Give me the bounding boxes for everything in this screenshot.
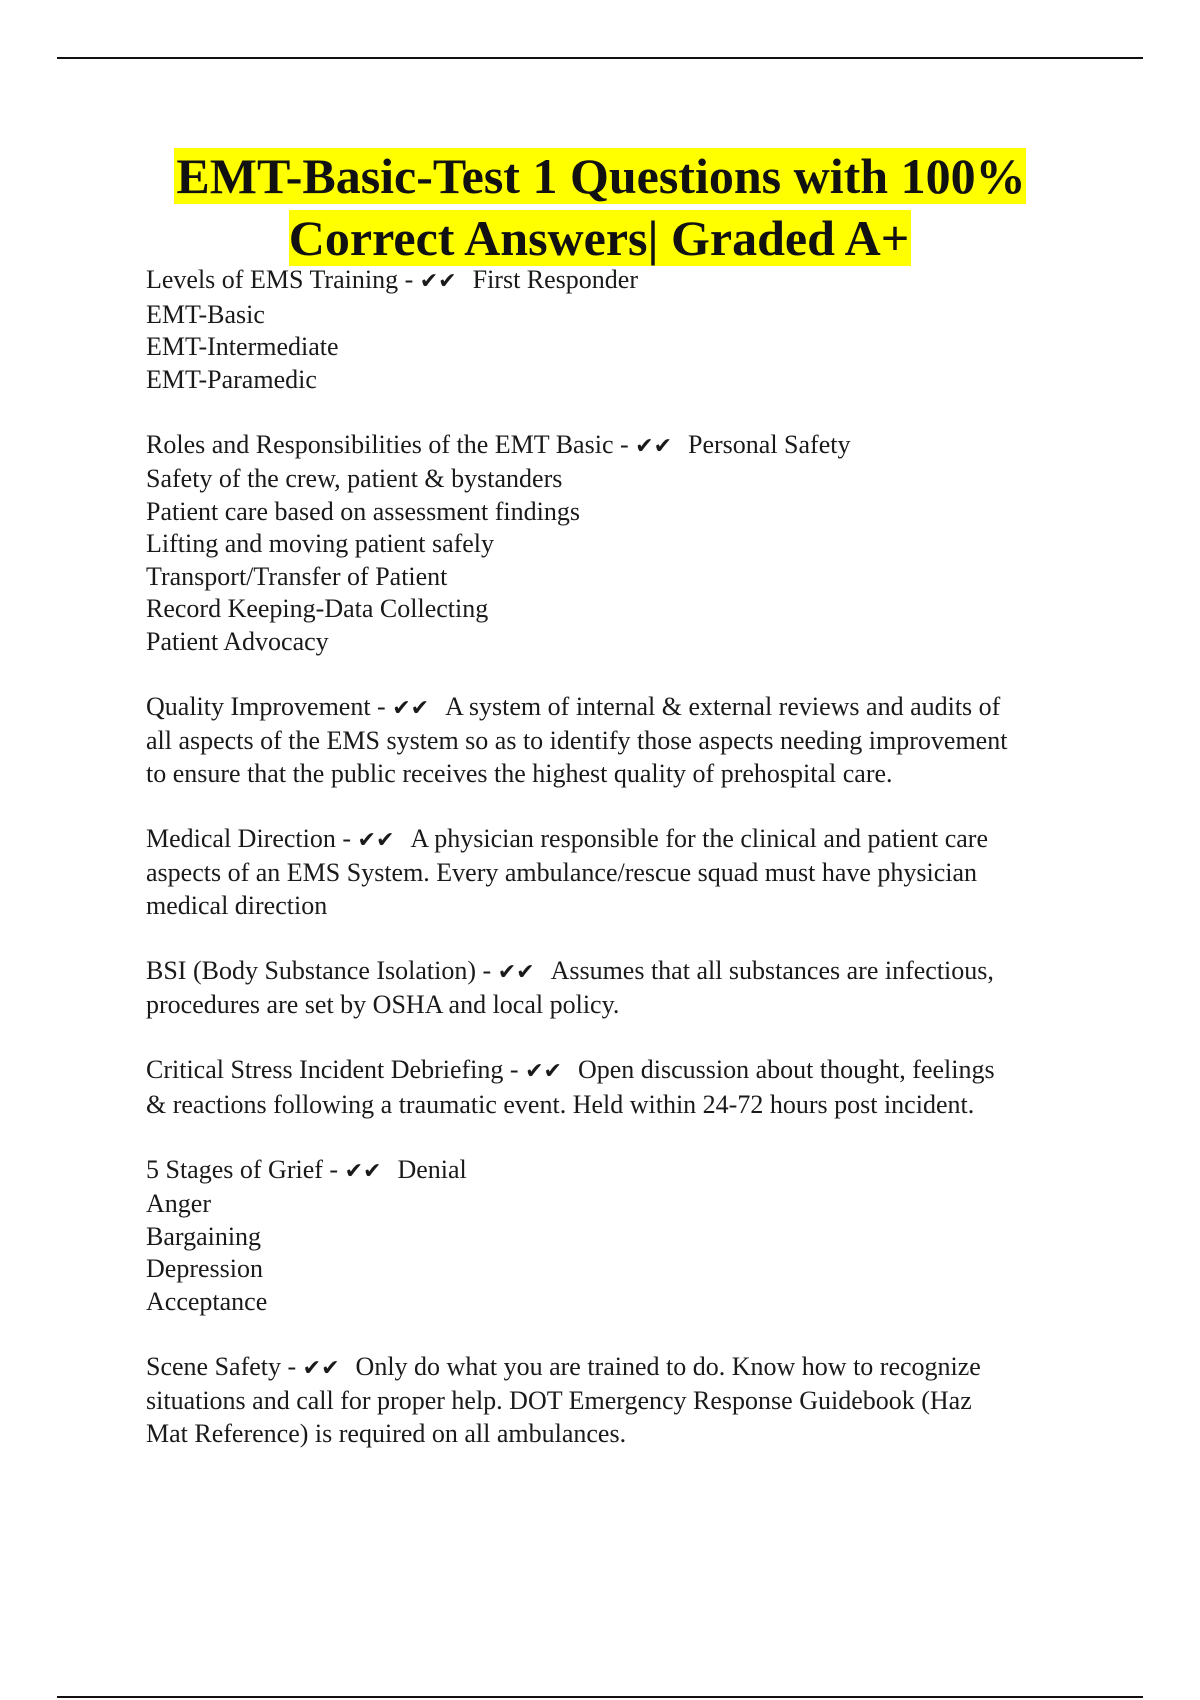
double-check-icon: ✔✔ [357,827,395,853]
qa-answer-line: Safety of the crew, patient & bystanders [146,464,563,493]
qa-answer-line: Patient care based on assessment findings [146,496,580,526]
qa-term: Roles and Responsibilities of the EMT Basic - [146,429,629,459]
qa-first-line [146,429,1096,464]
qa-term: Quality Improvement - [146,691,386,721]
double-check-icon: ✔✔ [344,1158,382,1184]
qa-answer-line: situations and call for proper help. DOT Emergency Response Guidebook (Haz [146,1386,972,1415]
qa-answer-line: procedures are set by OSHA and local policy. [146,990,620,1019]
qa-answer-start: A physician responsible for the clinical and patient care [410,823,988,853]
qa-first-line [146,691,1096,726]
qa-answer-start: Denial [397,1154,467,1184]
qa-answer-line: Record Keeping-Data Collecting [146,594,489,623]
qa-term: Scene Safety - [146,1351,297,1381]
qa-entry [146,1351,1096,1451]
qa-answer-line: to ensure that the public receives the highest quality of prehospital care. [146,758,893,788]
double-check-icon: ✔✔ [419,269,457,294]
page-title [174,148,1025,266]
qa-answer-line: aspects of an EMS System. Every ambulance/rescue squad must have physician [146,858,978,887]
qa-list [146,264,1096,1483]
qa-entry [146,1154,1096,1319]
qa-term: Levels of EMS Training - [146,265,414,294]
qa-entry [146,823,1096,923]
title-block [0,145,1200,269]
double-check-icon: ✔✔ [392,695,430,721]
qa-answer-line: Lifting and moving patient safely [146,529,495,558]
qa-term: 5 Stages of Grief - [146,1154,339,1184]
double-check-icon: ✔✔ [635,433,673,459]
qa-answer-line: Bargaining [146,1221,262,1251]
qa-answer-line: Mat Reference) is required on all ambulances. [146,1418,627,1448]
qa-first-line [146,823,1096,858]
qa-first-line [146,1054,1096,1089]
qa-entry [146,429,1096,659]
qa-answer-line: Transport/Transfer of Patient [146,561,448,591]
qa-first-line [146,955,1096,990]
qa-answer-line: & reactions following a traumatic event. Held within 24-72 hours post incident. [146,1089,975,1119]
qa-answer-line: Anger [146,1189,211,1218]
qa-first-line [146,264,1096,299]
qa-first-line [146,1154,1096,1189]
double-check-icon: ✔✔ [302,1355,340,1381]
qa-entry [146,1054,1096,1121]
double-check-icon: ✔✔ [497,959,535,985]
qa-first-line [146,1351,1096,1386]
qa-term: Critical Stress Incident Debriefing - [146,1055,519,1084]
qa-answer-start: Personal Safety [688,429,851,459]
qa-answer-start: Open discussion about thought, feelings [577,1055,995,1084]
double-check-icon: ✔✔ [525,1059,562,1084]
qa-answer-line: EMT-Paramedic [146,364,317,394]
qa-term: BSI (Body Substance Isolation) - [146,955,492,985]
qa-entry [146,691,1096,791]
qa-term: Medical Direction - [146,823,352,853]
qa-answer-start: Assumes that all substances are infectious, [550,955,994,985]
top-rule [57,57,1143,59]
qa-entry [146,264,1096,396]
qa-answer-line: Depression [146,1254,263,1283]
qa-answer-line: Acceptance [146,1286,268,1316]
qa-answer-start: First Responder [472,265,638,294]
qa-answer-start: Only do what you are trained to do. Know how to recognize [355,1351,981,1381]
qa-answer-line: EMT-Basic [146,299,265,329]
qa-answer-line: EMT-Intermediate [146,332,339,361]
qa-answer-line: Patient Advocacy [146,626,329,656]
qa-answer-line: all aspects of the EMS system so as to identify those aspects needing improvement [146,726,1008,755]
title-line-1: EMT-Basic-Test 1 Questions with 100% [176,148,1026,204]
title-line-2: Correct Answers| Graded A+ [288,210,910,266]
qa-answer-start: A system of internal & external reviews and audits of [445,691,1001,721]
qa-answer-line: medical direction [146,890,328,920]
qa-entry [146,955,1096,1022]
bottom-rule [57,1696,1143,1698]
